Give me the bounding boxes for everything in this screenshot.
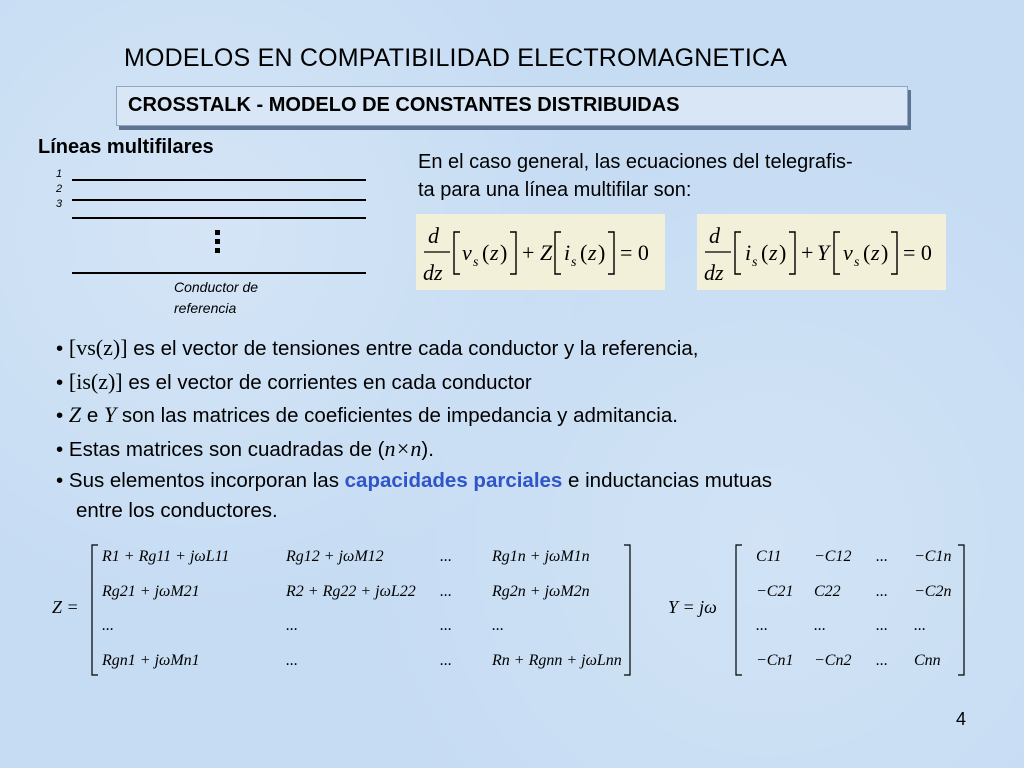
matrix-z-cell-r1-c1: R1 + Rg11 + jωL11	[102, 548, 230, 565]
intro-line-1: En el caso general, las ecuaciones del telegrafis-	[418, 151, 853, 173]
matrix-z-cell-r3-c2: ...	[286, 617, 298, 634]
matrix-z-cell-r4-c4: Rn + Rgnn + jωLnn	[492, 652, 622, 669]
line-number-3: 3	[56, 198, 63, 210]
svg-text:i: i	[745, 240, 752, 265]
matrix-y-cell-r4-c3: ...	[876, 652, 888, 669]
bullet-text: es el vector de tensiones entre cada conductor y la referencia,	[127, 337, 699, 360]
svg-text:dz: dz	[704, 260, 724, 285]
ellipsis-dot	[215, 248, 220, 253]
matrix-y-cell-r1-c4: −C1n	[914, 548, 952, 565]
matrix-y-cell-r4-c1: −Cn1	[756, 652, 794, 669]
matrix-z-cell-r3-c1: ...	[102, 617, 114, 634]
ellipsis-dot	[215, 230, 220, 235]
matrix-y-cell-r2-c4: −C2n	[914, 583, 952, 600]
svg-text:s: s	[571, 255, 577, 270]
svg-text:d: d	[709, 223, 720, 248]
bullet-math: n×n	[384, 435, 422, 461]
matrix-y-cell-r1-c3: ...	[876, 548, 888, 565]
matrix-y-cell-r2-c3: ...	[876, 583, 888, 600]
bullet-text: son las matrices de coeficientes de impedancia y admitancia.	[116, 404, 678, 427]
svg-text:s: s	[473, 255, 479, 270]
svg-text:s: s	[854, 255, 860, 270]
svg-text:): )	[598, 240, 606, 265]
matrix-z-label: Z =	[52, 597, 79, 617]
svg-text:dz: dz	[423, 260, 443, 285]
svg-text:(: (	[761, 240, 769, 265]
bullet-text: e	[81, 404, 104, 427]
svg-text:(: (	[580, 240, 588, 265]
conductor-line-3	[72, 217, 366, 219]
reference-conductor-line	[72, 272, 366, 274]
ellipsis-dot	[215, 239, 220, 244]
svg-text:v: v	[843, 240, 853, 265]
matrix-y-cell-r4-c2: −Cn2	[814, 652, 852, 669]
matrix-y-cell-r2-c2: C22	[814, 583, 841, 600]
bullet-marker: •	[56, 437, 64, 461]
matrix-z-cell-r4-c1: Rgn1 + jωMn1	[102, 652, 200, 669]
bullet-item-2	[56, 366, 1016, 400]
bullet-text: Sus elementos incorporan las	[68, 469, 345, 492]
svg-text:z: z	[769, 240, 778, 265]
bullet-item-5	[56, 466, 1016, 496]
bullet-math: [is(z)]	[68, 368, 123, 394]
bullet-item-5-continuation: entre los conductores.	[76, 499, 278, 522]
diagram-label: Líneas multifilares	[38, 136, 214, 158]
bullet-text: Estas matrices son cuadradas de (	[68, 437, 385, 461]
conductor-line-2	[72, 199, 366, 201]
svg-text:): )	[881, 240, 889, 265]
svg-text:(: (	[482, 240, 490, 265]
bullet-item-4	[56, 433, 1016, 467]
matrix-y-cell-r3-c1: ...	[756, 617, 768, 634]
svg-text:= 0: = 0	[620, 240, 649, 265]
page-number: 4	[955, 709, 966, 729]
svg-text:+: +	[801, 240, 814, 265]
matrix-z-cell-r3-c4: ...	[492, 617, 504, 634]
page-subtitle: CROSSTALK - MODELO DE CONSTANTES DISTRIBUIDAS	[128, 94, 680, 116]
svg-text:= 0: = 0	[903, 240, 932, 265]
bullet-item-1	[56, 332, 1016, 366]
reference-label-line1: Conductor de	[174, 279, 259, 295]
matrix-y-cell-r3-c4: ...	[914, 617, 926, 634]
svg-text:z: z	[490, 240, 499, 265]
bullet-marker: •	[56, 404, 64, 427]
bullet-marker: •	[56, 337, 64, 360]
bullet-math: Z	[68, 402, 82, 427]
matrix-y-cell-r2-c1: −C21	[756, 583, 794, 600]
bullet-marker: •	[56, 370, 64, 394]
bullet-text: e inductancias mutuas	[562, 469, 773, 492]
matrix-y-label: Y = jω	[668, 597, 717, 617]
equation-1	[416, 214, 665, 290]
svg-text:i: i	[564, 240, 571, 265]
svg-text:(: (	[863, 240, 871, 265]
intro-line-2: ta para una línea multifilar son:	[418, 179, 692, 201]
matrix-z-cell-r1-c4: Rg1n + jωM1n	[492, 548, 590, 565]
matrix-z-cell-r2-c4: Rg2n + jωM2n	[492, 583, 590, 600]
matrix-y-cell-r1-c2: −C12	[814, 548, 852, 565]
svg-text:d: d	[428, 223, 439, 248]
matrix-y-cell-r4-c4: Cnn	[914, 652, 941, 669]
matrix-y-cell-r3-c3: ...	[876, 617, 888, 634]
matrix-z-cell-r2-c3: ...	[440, 583, 452, 600]
bullet-text: es el vector de corrientes en cada conductor	[122, 370, 532, 394]
bullet-list	[56, 332, 1016, 526]
bullet-math: Y	[103, 402, 117, 427]
matrix-z-cell-r1-c2: Rg12 + jωM12	[286, 548, 384, 565]
svg-text:): )	[779, 240, 787, 265]
svg-text:v: v	[462, 240, 472, 265]
conductor-line-1	[72, 179, 366, 181]
page-title: MODELOS EN COMPATIBILIDAD ELECTROMAGNETICA	[124, 44, 788, 72]
equation-2	[697, 214, 946, 290]
bullet-math: [vs(z)]	[68, 335, 128, 360]
line-number-2: 2	[56, 183, 63, 195]
matrix-y-cell-r3-c2: ...	[814, 617, 826, 634]
line-number-1: 1	[56, 168, 63, 180]
matrix-z-cell-r1-c3: ...	[440, 548, 452, 565]
matrix-z-cell-r4-c3: ...	[440, 652, 452, 669]
matrix-y-cell-r1-c1: C11	[756, 548, 782, 565]
svg-text:z: z	[588, 240, 597, 265]
matrix-z-cell-r4-c2: ...	[286, 652, 298, 669]
svg-text:Z: Z	[540, 240, 553, 265]
matrix-z-cell-r3-c3: ...	[440, 617, 452, 634]
matrix-z-cell-r2-c1: Rg21 + jωM21	[102, 583, 200, 600]
intro-text	[418, 148, 1008, 204]
bullet-text: ).	[421, 437, 434, 461]
bullet-item-3	[56, 399, 1016, 433]
svg-text:z: z	[871, 240, 880, 265]
svg-text:Y: Y	[817, 240, 830, 265]
highlight-term: capacidades parciales	[344, 469, 563, 492]
bullet-marker: •	[56, 469, 64, 492]
svg-text:+: +	[522, 240, 535, 265]
svg-text:s: s	[752, 255, 758, 270]
reference-label-line2: referencia	[174, 300, 237, 316]
svg-text:): )	[500, 240, 508, 265]
matrix-z-cell-r2-c2: R2 + Rg22 + jωL22	[286, 583, 416, 600]
